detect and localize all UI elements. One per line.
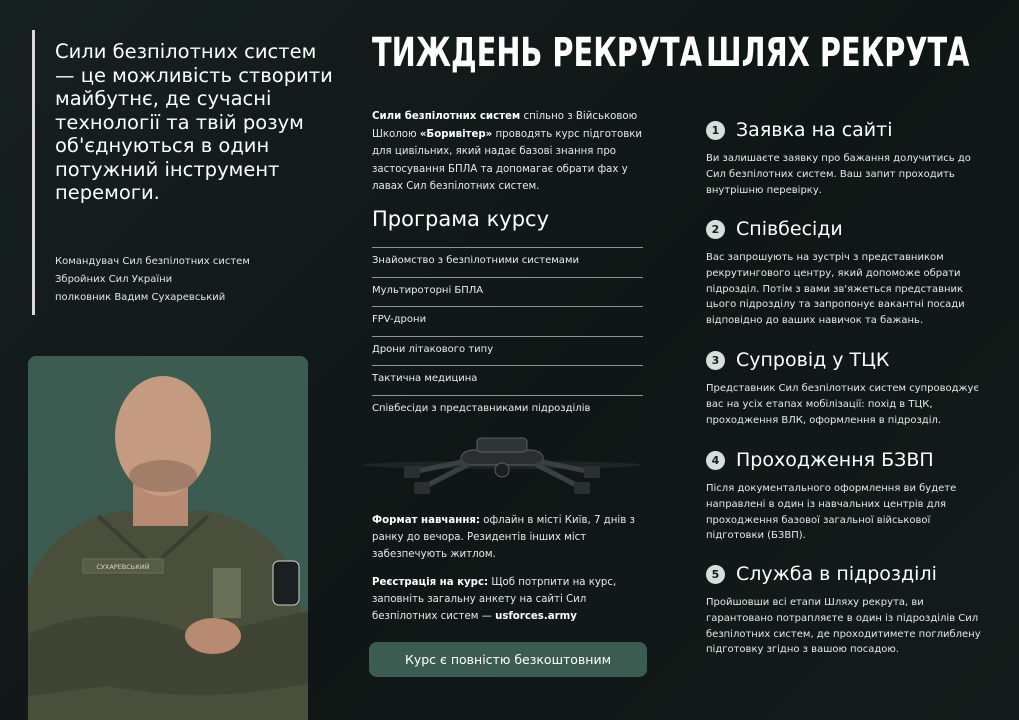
quote-author — [55, 253, 335, 307]
step-title: Служба в підрозділі — [736, 563, 937, 585]
list-item: Співбесіди з представниками підрозділів — [372, 395, 643, 425]
free-course-button[interactable]: Курс є повністю безкоштовним — [369, 642, 647, 677]
step-description: Вас запрошують на зустріч з представником рекрутингового центру, який допоможе обрати підрозділ. Потім з вами зв'яжеться представник цього підрозділу та запропонує вакантні посади відповідно до ваших навичок та бажань. — [706, 252, 965, 327]
list-item: Мультироторні БПЛА — [372, 277, 643, 307]
soldier-illustration — [28, 356, 308, 720]
intro-text: Сили безпілотних систем спільно з Військовою Школою «Боривітер» проводять курс підготовки для цивільних, який надає базові знання про застосування БПЛА та допомагає обрати фах у лавах Сил безпілотних систем. — [372, 111, 642, 192]
format-text: Формат навчання: офлайн в місті Київ, 7 днів з ранку до вечора. Резидентів інших міст забезпечують житлом. — [372, 515, 635, 560]
drone-icon — [352, 430, 652, 500]
step-number: 2 — [706, 220, 725, 239]
step-description: Представник Сил безпілотних систем супроводжує вас на усіх етапах мобілізації: похід в ТЦК, проходження ВЛК, оформлення в підрозділ. — [706, 383, 979, 426]
author-position: Командувач Сил безпілотних систем — [55, 256, 250, 267]
list-item: Дрони літакового типу — [372, 336, 643, 366]
author-name: полковник Вадим Сухаревський — [55, 292, 226, 303]
step-2 — [706, 216, 986, 329]
step-3 — [706, 347, 986, 428]
commander-photo — [28, 356, 308, 720]
course-program-list — [372, 247, 643, 424]
step-title: Супровід у ТЦК — [736, 349, 890, 371]
step-number: 3 — [706, 351, 725, 370]
step-description: Ви залишаєте заявку про бажання долучитись до Сил безпілотних систем. Ваш запит проходить внутрішню перевірку. — [706, 153, 971, 196]
step-title: Проходження БЗВП — [736, 449, 934, 471]
site-link[interactable]: usforces.army — [495, 611, 577, 622]
list-item: Знайомство з безпілотними системами — [372, 247, 643, 277]
list-item: Тактична медицина — [372, 365, 643, 395]
path-title: ШЛЯХ РЕКРУТА — [706, 30, 970, 76]
step-title: Заявка на сайті — [736, 119, 893, 141]
step-1 — [706, 117, 986, 198]
quote-text: Сили безпілотних систем — це можливість створити майбутнє, де сучасні технології та твій розум об'єднуються в один потужний інструмент перемоги. — [55, 40, 333, 204]
step-title: Співбесіди — [736, 218, 843, 240]
step-description: Після документального оформлення ви будете направлені в один із навчальних центрів для проходження базової загальної військової підготовки (БЗВП). — [706, 483, 957, 542]
author-forces: Збройних Сил України — [55, 274, 173, 285]
step-number: 4 — [706, 451, 725, 470]
step-4 — [706, 447, 986, 544]
step-number: 5 — [706, 565, 725, 584]
program-title: Програма курсу — [372, 207, 550, 231]
step-5 — [706, 561, 986, 658]
name-tag-text: СУХАРЕВСЬКИЙ — [96, 563, 150, 571]
step-number: 1 — [706, 121, 725, 140]
registration-text: Реєстрація на курс: Щоб потрпити на курс, заповніть загальну анкету на сайті Сил безпілотних систем — usforces.army — [372, 577, 617, 622]
quote-bar — [32, 30, 35, 315]
list-item: FPV-дрони — [372, 306, 643, 336]
step-description: Пройшовши всі етапи Шляху рекрута, ви гарантовано потрапляєте в один із підрозділів Сил безпілотних систем, де проходитимете поглиблену підготовку згідно з вашою посадою. — [706, 597, 981, 656]
week-title: ТИЖДЕНЬ РЕКРУТА — [372, 30, 702, 76]
